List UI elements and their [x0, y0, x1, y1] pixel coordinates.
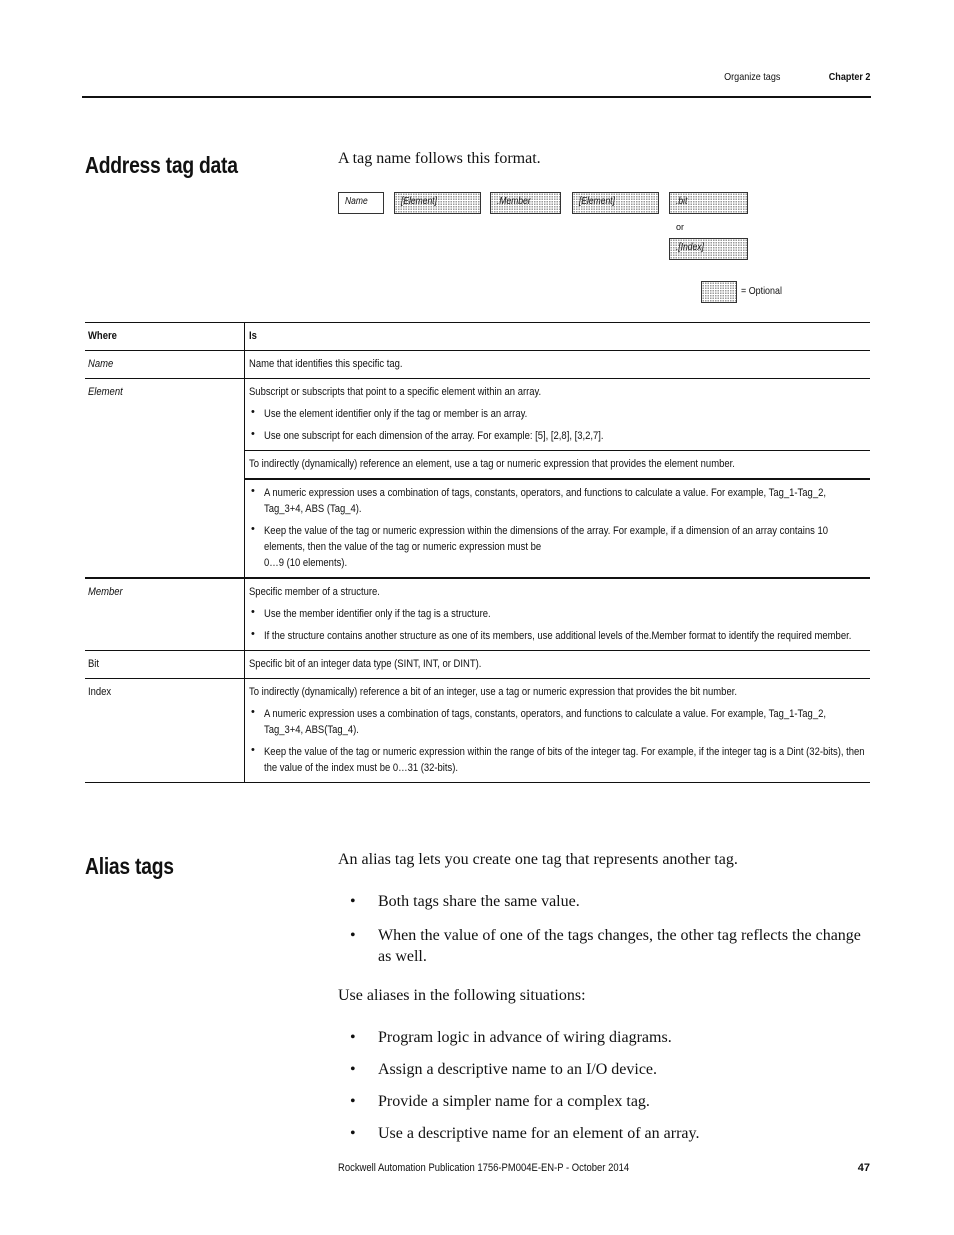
element-indirect-bullet-cont: 0…9 (10 elements).: [264, 557, 348, 569]
list-item: • Assign a descriptive name to an I/O device.: [350, 1059, 870, 1080]
list-item: • Use a descriptive name for an element of an array.: [350, 1123, 870, 1144]
alias-intro: An alias tag lets you create one tag that represents another tag.: [338, 851, 738, 868]
where-element: Element: [88, 386, 123, 398]
index-bullet: • Keep the value of the tag or numeric expression within the range of bits of the integer tag. For example, if the integer tag is a Dint (32-bits), then the value of the index must be 0…31 (32-bits).: [264, 746, 865, 774]
footer-publication: Rockwell Automation Publication 1756-PM004E-EN-P - October 2014: [338, 1162, 630, 1174]
where-index: Index: [88, 686, 112, 698]
index-bullet: • A numeric expression uses a combination of tags, constants, operators, and functions to calculate a value. For example, Tag_1-Tag_2, Tag_3+4, ABS(Tag_4).: [264, 708, 826, 736]
format-name-box: Name: [338, 192, 384, 214]
list-item: • Provide a simpler name for a complex tag.: [350, 1091, 870, 1112]
format-or-label: or: [676, 222, 685, 232]
optional-legend-swatch: [701, 281, 737, 303]
member-bullet: • If the structure contains another structure as one of its members, use additional levels of the.Member format to identify the required member.: [264, 630, 852, 642]
desc-member: Specific member of a structure.: [249, 586, 380, 598]
table-row-name: [85, 351, 870, 379]
desc-index: To indirectly (dynamically) reference a bit of an integer, use a tag or numeric expression that provides the bit number.: [249, 686, 737, 698]
header-is: Is: [249, 330, 257, 342]
header-where: Where: [88, 330, 117, 342]
format-element-box: [Element]: [394, 192, 481, 214]
alias-bullets-2: [350, 1027, 870, 1144]
list-item: • Both tags share the same value.: [350, 891, 870, 912]
format-index-box: .[Index]: [669, 238, 748, 260]
table-row-member: [85, 579, 870, 651]
where-name: Name: [88, 358, 114, 370]
element-bullet: • Use one subscript for each dimension of the array. For example: [5], [2,8], [3,2,7].: [264, 430, 604, 442]
section-title-address: Address tag data: [85, 152, 238, 178]
element-bullet: • Use the element identifier only if the tag or member is an array.: [264, 408, 528, 420]
table-row-index: [85, 679, 870, 782]
list-item: • Program logic in advance of wiring diagrams.: [350, 1027, 870, 1048]
header-chapter: Chapter 2: [828, 71, 870, 83]
table-row-element: [85, 379, 870, 579]
optional-legend-label: = Optional: [741, 285, 782, 297]
format-element2-box: [Element]: [572, 192, 659, 214]
element-indirect-bullet: • Keep the value of the tag or numeric expression within the dimensions of the array. For example, if a dimension of an array contains 10 elements, then the value of the tag or numeric expression must be: [264, 525, 829, 553]
page-header: [82, 70, 871, 98]
element-indirect-bullet: • A numeric expression uses a combination of tags, constants, operators, and functions to calculate a value. For example, Tag_1-Tag_2, Tag_3+4, ABS (Tag_4).: [264, 487, 826, 515]
table-row-bit: [85, 651, 870, 679]
desc-element: Subscript or subscripts that point to a specific element within an array.: [249, 386, 542, 398]
address-intro: A tag name follows this format.: [338, 150, 541, 167]
header-section: Organize tags: [723, 71, 780, 83]
desc-bit: Specific bit of an integer data type (SINT, INT, or DINT).: [249, 658, 482, 670]
alias-intro-2: Use aliases in the following situations:: [338, 987, 586, 1004]
format-bit-box: .bit: [669, 192, 748, 214]
format-member-box: .Member: [490, 192, 561, 214]
desc-name: Name that identifies this specific tag.: [249, 358, 403, 370]
alias-bullets-1: [350, 891, 870, 967]
table-header-row: [85, 323, 870, 351]
where-bit: Bit: [88, 658, 100, 670]
member-bullet: • Use the member identifier only if the tag is a structure.: [264, 608, 491, 620]
section-title-alias: Alias tags: [85, 853, 174, 879]
where-member: Member: [88, 586, 123, 598]
page-number: 47: [857, 1162, 870, 1174]
element-indirect: To indirectly (dynamically) reference an element, use a tag or numeric expression that provides the element number.: [249, 458, 735, 470]
list-item: • When the value of one of the tags changes, the other tag reflects the change as well.: [350, 925, 870, 967]
address-table: [85, 322, 870, 783]
